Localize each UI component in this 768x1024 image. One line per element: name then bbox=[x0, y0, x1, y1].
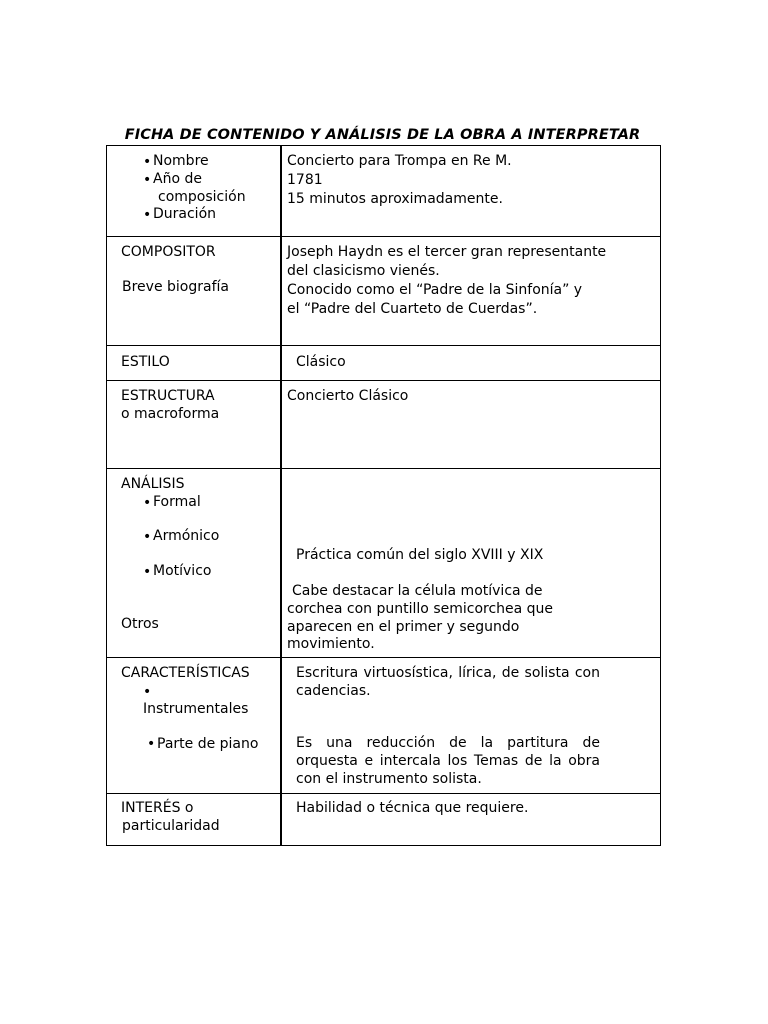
obra-labels-cell bbox=[107, 146, 282, 237]
bullet-icon: • bbox=[143, 207, 152, 223]
label-motivico: Motívico bbox=[153, 563, 212, 579]
estructura-value-cell bbox=[281, 381, 661, 469]
label-caracteristicas: CARACTERÍSTICAS bbox=[121, 665, 250, 681]
estilo-label-cell bbox=[107, 346, 282, 381]
motivico-line: aparecen en el primer y segundo bbox=[287, 619, 520, 635]
motivico-line: Cabe destacar la célula motívica de bbox=[292, 583, 543, 599]
biography-line: del clasicismo vienés. bbox=[287, 263, 440, 279]
bullet-icon: • bbox=[143, 172, 152, 188]
label-instrumentales: Instrumentales bbox=[143, 701, 249, 717]
label-parte-de-piano: Parte de piano bbox=[157, 736, 259, 752]
bullet-icon: • bbox=[143, 684, 152, 700]
table-row-caracteristicas bbox=[107, 658, 661, 794]
compositor-label-cell bbox=[107, 237, 282, 346]
bullet-icon: • bbox=[143, 564, 152, 580]
label-compositor: COMPOSITOR bbox=[121, 244, 216, 260]
estilo-value-cell bbox=[281, 346, 661, 381]
label-analisis: ANÁLISIS bbox=[121, 476, 185, 492]
label-breve-biografia: Breve biografía bbox=[122, 279, 229, 295]
label-estilo: ESTILO bbox=[121, 354, 170, 370]
table-row-estilo bbox=[107, 346, 661, 381]
bullet-icon: • bbox=[147, 736, 156, 752]
analisis-label-cell bbox=[107, 469, 282, 658]
value-estructura: Concierto Clásico bbox=[287, 388, 409, 404]
biography-line: Joseph Haydn es el tercer gran representante bbox=[287, 244, 607, 260]
label-formal: Formal bbox=[153, 494, 201, 510]
value-parte-de-piano: Es una reducción de la partitura de orquesta e intercala los Temas de la obra con el instrumento solista. bbox=[296, 735, 600, 787]
value-nombre: Concierto para Trompa en Re M. bbox=[287, 153, 512, 169]
label-ano-de: Año de bbox=[153, 171, 202, 187]
label-duracion: Duración bbox=[153, 206, 217, 222]
value-estilo: Clásico bbox=[296, 354, 346, 370]
value-duracion: 15 minutos aproximadamente. bbox=[287, 191, 503, 207]
bullet-icon: • bbox=[143, 529, 152, 545]
value-armonico: Práctica común del siglo XVIII y XIX bbox=[296, 547, 544, 563]
value-instrumentales: Escritura virtuosística, lírica, de solista con cadencias. bbox=[296, 665, 600, 699]
value-interes: Habilidad o técnica que requiere. bbox=[296, 800, 529, 816]
document-title: FICHA DE CONTENIDO Y ANÁLISIS DE LA OBRA A INTERPRETAR bbox=[124, 127, 641, 143]
biography-line: Conocido como el “Padre de la Sinfonía” y bbox=[287, 282, 583, 298]
table-row-analisis bbox=[107, 469, 661, 658]
bullet-icon: • bbox=[143, 495, 152, 511]
caracteristicas-label-cell bbox=[107, 658, 282, 794]
interes-value-cell bbox=[281, 794, 661, 846]
interes-label-cell bbox=[107, 794, 282, 846]
table-row-estructura bbox=[107, 381, 661, 469]
biography-line: el “Padre del Cuarteto de Cuerdas”. bbox=[287, 301, 538, 317]
label-interes: INTERÉS o bbox=[121, 800, 194, 816]
estructura-label-cell bbox=[107, 381, 282, 469]
motivico-line: movimiento. bbox=[287, 636, 375, 652]
label-nombre: Nombre bbox=[153, 153, 209, 169]
table-row-compositor bbox=[107, 237, 661, 346]
value-ano: 1781 bbox=[287, 172, 323, 188]
label-macroforma: o macroforma bbox=[121, 406, 220, 422]
obra-values-cell bbox=[281, 146, 661, 237]
caracteristicas-value-cell bbox=[281, 658, 661, 794]
table-row-obra bbox=[107, 146, 661, 237]
label-particularidad: particularidad bbox=[122, 818, 220, 834]
label-otros: Otros bbox=[121, 616, 159, 632]
compositor-value-cell bbox=[281, 237, 661, 346]
label-composicion: composición bbox=[158, 189, 246, 205]
analysis-table bbox=[106, 145, 661, 846]
label-estructura: ESTRUCTURA bbox=[121, 388, 215, 404]
label-armonico: Armónico bbox=[153, 528, 220, 544]
analisis-value-cell bbox=[281, 469, 661, 658]
motivico-line: corchea con puntillo semicorchea que bbox=[287, 601, 554, 617]
table-row-interes bbox=[107, 794, 661, 846]
bullet-icon: • bbox=[143, 154, 152, 170]
